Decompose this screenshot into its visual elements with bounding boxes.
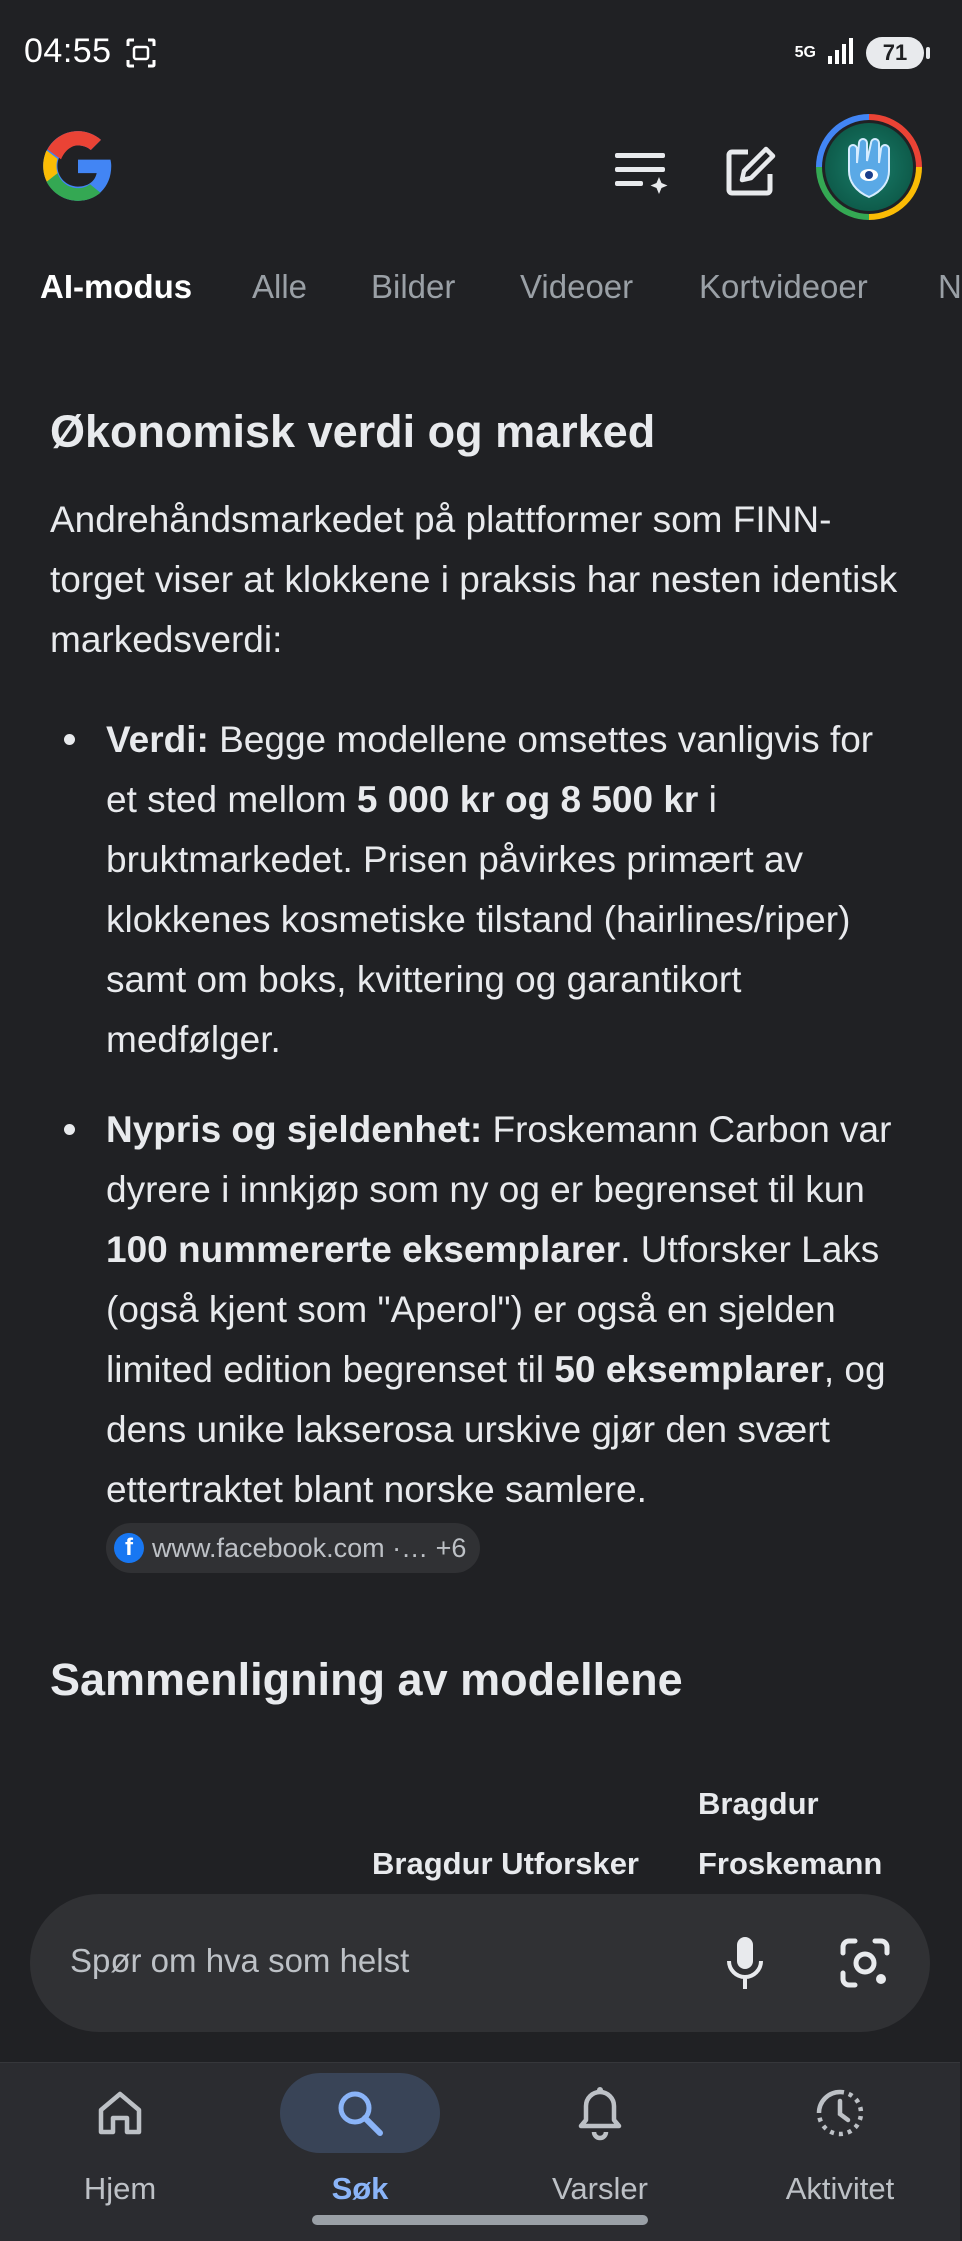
signal-icon (826, 36, 856, 69)
status-time: 04:55 (24, 32, 112, 70)
search-input[interactable]: Spør om hva som helst (70, 1942, 410, 1979)
new-chat-icon[interactable] (718, 140, 782, 204)
home-icon (40, 2073, 200, 2153)
search-icon (280, 2073, 440, 2153)
table-header-clipped (372, 1846, 883, 1881)
bullet-bold: 50 eksemplarer (554, 1349, 824, 1390)
tab-all[interactable]: Alle (252, 268, 308, 305)
bullet-list (50, 710, 910, 1580)
list-item (50, 1100, 910, 1580)
bullet-text: Froskemann Carbon var dyrere i innkjøp som ny og er begrenset til kun (106, 1109, 892, 1210)
table-column-header: Bragdur Utforsker (372, 1846, 639, 1881)
tab-short-videos[interactable]: Kortvideoer (699, 268, 868, 305)
network-type: 5G (794, 43, 816, 61)
tab-ai-mode[interactable]: AI-modus (40, 268, 193, 305)
list-item (50, 710, 910, 1070)
facebook-icon: f (114, 1533, 144, 1563)
nav-activity[interactable] (720, 2063, 960, 2241)
screenshot-icon (124, 36, 158, 75)
google-logo[interactable] (40, 128, 116, 204)
source-chip-label: www.facebook.com ·… +6 (152, 1533, 467, 1564)
ai-answer (50, 396, 910, 1716)
nav-home[interactable] (0, 2063, 240, 2241)
microphone-icon[interactable] (710, 1928, 780, 1998)
nav-label: Varsler (552, 2171, 648, 2206)
home-indicator[interactable] (312, 2215, 648, 2225)
tab-images[interactable]: Bilder (371, 268, 456, 305)
ai-history-icon[interactable] (610, 140, 674, 204)
bullet-bold: 100 nummererte eksemplarer (106, 1229, 621, 1270)
hamsa-hand-icon (825, 123, 913, 211)
search-bar[interactable] (30, 1894, 930, 2032)
nav-label: Aktivitet (785, 2171, 895, 2206)
app-header (0, 110, 960, 230)
nav-label: Hjem (83, 2171, 157, 2206)
table-column-header: Froskemann (698, 1846, 883, 1881)
bell-icon (520, 2073, 680, 2153)
bullet-bold: 5 000 kr og 8 500 kr (356, 779, 699, 820)
bullet-text: . Utforsker Laks (også kjent som "Aperol") er også en sjelden limited edition begrenset til (106, 1229, 880, 1390)
status-bar (0, 0, 960, 100)
bullet-text: i bruktmarkedet. Prisen påvirkes primært av klokkenes kosmetiske tilstand (hairlines/riper) samt om boks, kvittering og garantikort medfølger. (106, 779, 851, 1060)
tab-news[interactable]: N (938, 268, 962, 305)
google-lens-icon[interactable] (830, 1928, 900, 1998)
bullet-label: Verdi: (106, 719, 209, 760)
search-tabs (0, 268, 960, 328)
nav-label: Søk (331, 2171, 389, 2206)
battery-indicator: 71 (866, 37, 924, 69)
bullet-label: Nypris og sjeldenhet: (106, 1109, 483, 1150)
tab-videos[interactable]: Videoer (520, 268, 634, 305)
section-heading: Sammenligning av modellene (50, 1654, 683, 1705)
avatar[interactable] (816, 114, 922, 220)
bullet-text: , og dens unike lakserosa urskive gjør den svært ettertraktet blant norske samlere. (106, 1349, 886, 1510)
intro-paragraph: Andrehåndsmarkedet på plattformer som FINN-torget viser at klokkene i praksis har nesten identisk markedsverdi: (50, 499, 898, 660)
source-chip[interactable] (106, 1523, 480, 1573)
bullet-text: Begge modellene omsettes vanligvis for et sted mellom (106, 719, 874, 820)
activity-icon (760, 2073, 920, 2153)
table-column-header: Bragdur (698, 1786, 819, 1821)
section-heading: Økonomisk verdi og marked (50, 406, 656, 457)
